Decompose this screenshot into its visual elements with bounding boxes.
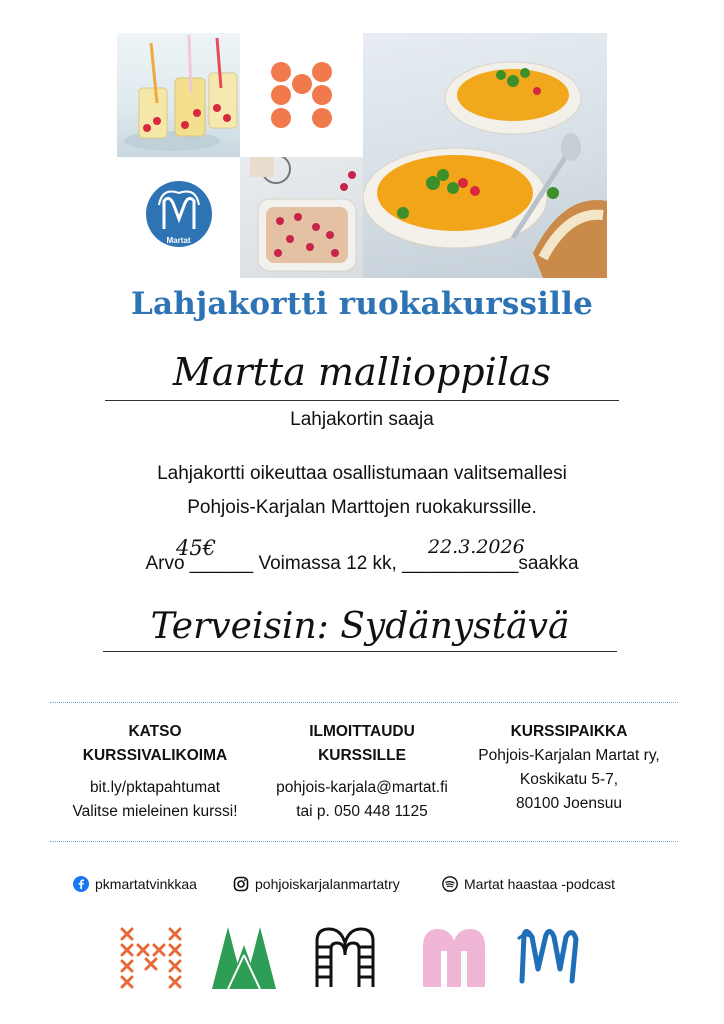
instagram-icon — [233, 876, 249, 892]
description-line-1: Lahjakortti oikeuttaa osallistumaan valitsemallesi — [157, 463, 567, 484]
recipient-caption: Lahjakortin saaja — [290, 409, 434, 430]
drinks-photo — [117, 33, 240, 157]
location-line-2: Koskikatu 5-7, — [519, 771, 619, 788]
podcast-label: Martat haastaa -podcast — [464, 876, 615, 892]
location-line-1: Pohjois-Karjalan Martat ry, — [478, 747, 660, 764]
fir-trees-m-logo — [212, 927, 276, 989]
value-line — [0, 553, 724, 575]
value-blank: ______ — [189, 553, 254, 574]
recipient-underline — [105, 400, 619, 401]
berry-clafoutis-photo — [240, 157, 363, 278]
register-phone: tai p. 050 448 1125 — [296, 803, 428, 820]
script-m-logo — [516, 925, 582, 989]
location-heading: KURSSIPAIKKA — [510, 723, 628, 740]
carrot-soup-photo — [363, 33, 607, 278]
info-column-courses — [52, 720, 258, 824]
value-label: Arvo — [145, 553, 185, 574]
handwritten-value: 45€ — [176, 536, 217, 560]
validity-label: Voimassa 12 kk, — [258, 553, 397, 574]
handwritten-recipient-name: Martta mallioppilas — [172, 350, 552, 394]
facebook-label: pkmartatvinkkaa — [95, 876, 197, 892]
courses-note: Valitse mieleinen kurssi! — [72, 803, 238, 820]
until-label: saakka — [518, 553, 579, 574]
martat-dots-logo — [240, 33, 363, 157]
page-title: Lahjakortti ruokakurssille — [130, 286, 594, 322]
info-column-location — [456, 720, 682, 816]
courses-link[interactable]: bit.ly/pktapahtumat — [89, 779, 221, 796]
greeting-underline — [103, 651, 617, 652]
knit-m-logo — [311, 925, 379, 989]
pink-m-logo — [423, 929, 485, 987]
handwritten-greeting: Terveisin: Sydänystävä — [150, 606, 570, 647]
location-line-3: 80100 Joensuu — [515, 795, 622, 812]
social-podcast[interactable] — [442, 876, 615, 892]
handwritten-date: 22.3.2026 — [428, 536, 525, 558]
social-facebook[interactable] — [73, 876, 197, 892]
facebook-icon — [73, 876, 89, 892]
info-column-register — [254, 720, 470, 824]
divider-bottom — [50, 841, 678, 842]
spotify-icon — [442, 876, 458, 892]
courses-heading-1: KATSO — [128, 723, 182, 740]
badge-text: Martat — [166, 236, 191, 245]
social-instagram[interactable] — [233, 876, 400, 892]
register-heading-1: ILMOITTAUDU — [309, 723, 415, 740]
register-email[interactable]: pohjois-karjala@martat.fi — [276, 779, 448, 796]
martat-badge-logo — [117, 157, 240, 278]
instagram-label: pohjoiskarjalanmartatry — [255, 876, 400, 892]
courses-heading-2: KURSSIVALIKOIMA — [82, 747, 228, 764]
divider-top — [50, 702, 678, 703]
register-heading-2: KURSSILLE — [318, 747, 406, 764]
description-line-2: Pohjois-Karjalan Marttojen ruokakurssille. — [187, 497, 537, 518]
cross-stitch-m-logo — [120, 927, 182, 989]
date-blank: ___________ — [402, 553, 519, 574]
